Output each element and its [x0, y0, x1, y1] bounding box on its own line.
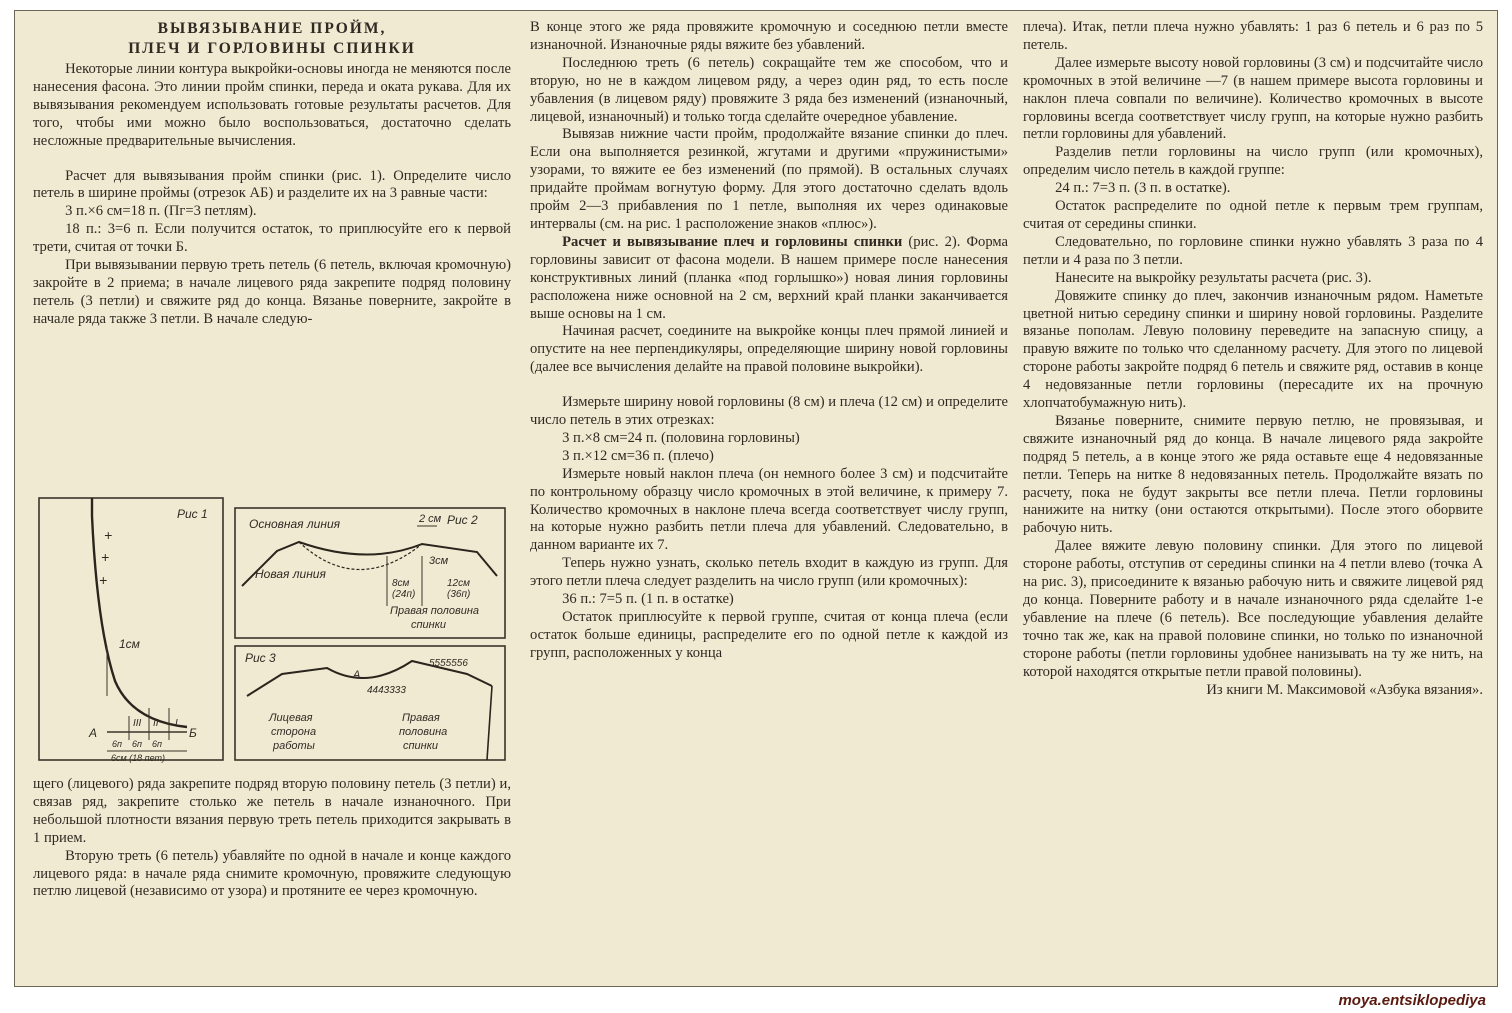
formula: 3 п.×12 см=36 п. (плечо): [562, 447, 714, 464]
third-2: II: [153, 718, 159, 729]
column-2: [530, 19, 1008, 663]
p24: (24п): [392, 589, 416, 600]
plus-sign: +: [99, 572, 108, 588]
point-b: Б: [189, 726, 197, 740]
paragraph: Измерьте новый наклон плеча (он немного более 3 см) и подсчитайте по контрольному образцу число кромочных в этой величине, к примеру 7. Количество кромочных в наклоне плеча всегда соответствует числу групп, на которые нужно разбить петли плеча для убавлений. Следовательно, в данном варианте их 7.: [530, 465, 1008, 554]
paragraph: Довяжите спинку до плеч, закончив изнаночным рядом. Наметьте цветной нитью середину спинки и ширину новой горловины. Разделите вязанье пополам. Левую половину переведите на запасную спицу, а правую вяжите по только что сделанному расчету. Для этого по лицевой стороне работы закройте подряд 6 петель и свяжите ряд, оставив в конце 4 недовязанные петли горловины (пересадите их на прочную хлопчатобумажную нить).: [1023, 287, 1483, 412]
paragraph: Остаток распределите по одной петле к первым трем группам, считая от середины спинки.: [1023, 198, 1483, 232]
new-line-label: Новая линия: [255, 567, 326, 581]
three-cm: 3см: [429, 555, 449, 567]
title-line-2: ПЛЕЧ И ГОРЛОВИНЫ СПИНКИ: [128, 40, 416, 57]
paragraph-text: (рис. 2). Форма горловины зависит от фасона модели. В нашем примере после нанесения конструктивных линий (планка «под горлышко») новая линия горловины расположена ниже основной на 2 см, верхний край планки заканчивается выше основы на 1 см.: [530, 233, 1009, 322]
twelve-cm: 12см: [447, 578, 470, 589]
point-a: А: [89, 726, 98, 740]
column-1: [33, 19, 511, 329]
paragraph: Последнюю треть (6 петель) сокращайте тем же способом, что и вторую, но не в каждом лицевом ряду, а через один ряд, то есть после убавления (в лицевом ряду) провяжите 3 ряда без изменений (изнаночный, лицевой, изнаночный) и только тогда сделайте очередное убавление.: [530, 54, 1008, 125]
eight-cm: 8см: [392, 578, 410, 589]
paragraph: плеча). Итак, петли плеча нужно убавлять: 1 раз 6 петель и 6 раз по 5 петель.: [1023, 19, 1483, 53]
paragraph: щего (лицевого) ряда закрепите подряд вторую половину петель (3 петли) и, связав ряд, закрепите столько же петель в начале изнаночного. При небольшой плотности вязания первую треть петель приходится закрывать в 1 прием.: [33, 776, 511, 846]
figure-1: [39, 498, 223, 763]
face-1: Лицевая: [269, 712, 313, 724]
paragraph: [530, 234, 1008, 324]
fig1-1cm: 1см: [119, 637, 140, 651]
third-1: I: [175, 718, 178, 729]
paragraph: Нанесите на выкройку результаты расчета (рис. 3).: [1055, 269, 1372, 286]
p36: (36п): [447, 589, 471, 600]
seg-6p: 6п: [112, 739, 122, 749]
paragraph: 18 п.: 3=6 п. Если получится остаток, то приплюсуйте его к первой трети, считая от точки Б.: [33, 221, 511, 256]
formula: 3 п.×6 см=18 п. (Пг=3 петлям).: [65, 203, 257, 220]
plus-sign: +: [104, 527, 113, 543]
paragraph: Некоторые линии контура выкройки-основы иногда не меняются после нанесения фасона. Это линии пройм спинки, переда и оката рукава. Для их вывязывания рекомендуем использовать готовые результаты расчетов. Для того, чтобы ими можно было воспользоваться, достаточно сделать несложные предварительные вычисления.: [33, 61, 511, 149]
paragraph: Вторую треть (6 петель) убавляйте по одной в начале и конце каждого лицевого ряда: в начале ряда снимите кромочную, провяжите следующую петлю лицевой (независимо от узора) и протяните ее через кромочную.: [33, 847, 511, 900]
column-1-continued: [33, 776, 511, 901]
paragraph: Следовательно, по горловине спинки нужно убавлять 3 раза по 4 петли и 4 раза по 3 петли.: [1023, 233, 1483, 268]
title-line-1: ВЫВЯЗЫВАНИЕ ПРОЙМ,: [157, 20, 387, 37]
figures-svg: [37, 496, 509, 764]
neck-counts: 4443333: [367, 685, 406, 696]
paragraph: Измерьте ширину новой горловины (8 см) и плеча (12 см) и определите число петель в этих отрезках:: [530, 394, 1008, 429]
paragraph: Разделив петли горловины на число групп (или кромочных), определим число петель в каждой группе:: [1023, 144, 1483, 179]
formula: 3 п.×8 см=24 п. (половина горловины): [562, 429, 800, 446]
shoulder-counts: 5555556: [429, 658, 468, 669]
paragraph: Остаток приплюсуйте к первой группе, считая от конца плеча (если остаток больше единицы, распределите его по одной петле к каждой из групп, расположенных у конца: [530, 609, 1008, 661]
seg-6p: 6п: [132, 739, 142, 749]
seg-6p: 6п: [152, 739, 162, 749]
figures-block: [37, 496, 509, 764]
face-2: сторона: [271, 726, 317, 738]
paragraph: Далее вяжите левую половину спинки. Для этого по лицевой стороне работы, отступив от середины спинки на 4 петли влево (точка А на рис. 3), присоедините к вязанью рабочую нить и свяжите лицевой ряд до конца. Поверните работу и в начале изнаночного ряда сделайте 1-е убавление на плече (6 петель). Все последующие убавления делайте точно так же, как на правой половине спинки, но только по изнаночной стороне работы (петли горловины удобнее нанизывать на ту же нить, на которой находятся открытые петли правой половины).: [1023, 538, 1483, 680]
plus-sign: +: [101, 549, 110, 565]
figure-3: [235, 646, 505, 760]
fig2-label: Рис 2: [447, 513, 478, 527]
watermark: moya.entsiklopediya: [1338, 992, 1486, 1009]
subheading: Расчет и вывязывание плеч и горловины спинки: [562, 233, 903, 250]
formula: 36 п.: 7=5 п. (1 п. в остатке): [562, 591, 734, 608]
paragraph: Расчет для вывязывания пройм спинки (рис. 1). Определите число петель в ширине проймы (отрезок АБ) и разделите их на 3 равные части:: [33, 167, 511, 202]
article-title: [33, 19, 511, 59]
base-line-label: Основная линия: [249, 517, 341, 531]
figure-2: [235, 508, 505, 638]
fig3-label: Рис 3: [245, 651, 276, 665]
two-cm: 2 см: [419, 513, 442, 525]
paragraph: Теперь нужно узнать, сколько петель входит в каждую из групп. Для этого петли плеча следует разделить на число групп (или кромочных):: [530, 555, 1008, 590]
third-3: III: [133, 718, 142, 729]
paragraph: В конце этого же ряда провяжите кромочную и соседнюю петли вместе изнаночной. Изнаночные ряды вяжите без убавлений.: [530, 19, 1008, 53]
newspaper-page: [14, 10, 1498, 987]
fig1-label: Рис 1: [177, 507, 208, 521]
right-half-2: спинки: [411, 619, 447, 631]
paragraph: Начиная расчет, соедините на выкройке концы плеч прямой линией и опустите на нее перпендикуляры, определяющие ширину новой горловины (далее все вычисления делайте на правой половине выкройки).: [530, 323, 1008, 376]
paragraph: Вывязав нижние части пройм, продолжайте вязание спинки до плеч. Если она выполняется резинкой, жгутами и другими «пружинистыми» узорами, то вяжите ее без изменений (по прямой). В остальных случаях придайте проймам вогнутую форму. Для этого достаточно сделать вдоль пройм 2—3 прибавления по 1 петле, выполняя их через одинаковые интервалы (см. на рис. 1 расположение знаков «плюс»).: [530, 126, 1008, 232]
paragraph: Далее измерьте высоту новой горловины (3 см) и подсчитайте число кромочных в этой величине —7 (в нашем примере высота горловины и наклон плеча совпали по величине). Количество кромочных в высоте горловины всегда соответствует числу групп, на которые нужно разбить петли горловины для убавлений.: [1023, 54, 1483, 143]
right-3: спинки: [403, 740, 439, 752]
fig1-total: 6см (18 пет): [111, 753, 166, 763]
right-half-1: Правая половина: [390, 605, 480, 617]
column-3: [1023, 19, 1483, 699]
right-2: половина: [399, 726, 448, 738]
source-credit: Из книги М. Максимовой «Азбука вязания».: [1206, 681, 1483, 698]
right-1: Правая: [402, 712, 440, 724]
point-a-fig3: А: [353, 669, 361, 681]
paragraph: При вывязывании первую треть петель (6 петель, включая кромочную) закройте в 2 приема; в начале лицевого ряда закрепите подряд половину петель (3 петли) и свяжите ряд до конца. Вязанье поверните, закройте в начале ряда также 3 петли. В начале следую-: [33, 257, 511, 327]
face-3: работы: [273, 740, 315, 752]
paragraph: Вязанье поверните, снимите первую петлю, не провязывая, и свяжите изнаночный ряд до конца. В начале лицевого ряда закройте подряд 5 петель, а в конце этого же ряда оставьте еще 4 недовязанные петли. Теперь на нитке 8 недовязанных петель. Продолжайте вязать по расчету, пока не будут закрыты все петли плеча. Петли горловины нанижите на нитку (они остаются открытыми). После этого оборвите рабочую нить.: [1023, 412, 1483, 537]
formula: 24 п.: 7=3 п. (3 п. в остатке).: [1055, 180, 1231, 197]
